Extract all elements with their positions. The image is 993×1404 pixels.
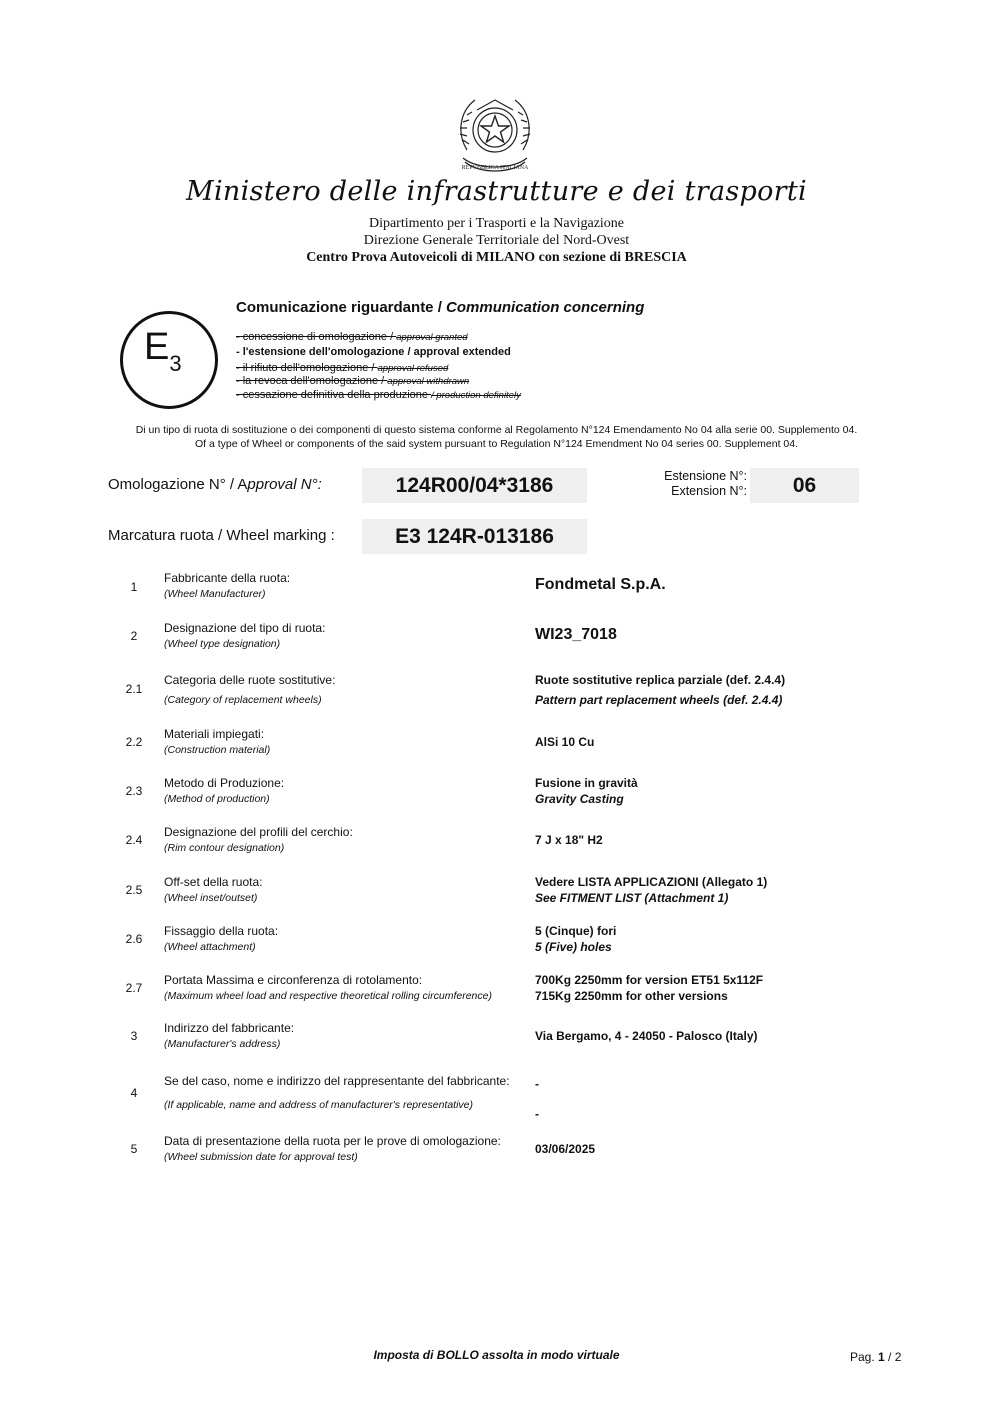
item-label-it: Indirizzo del fabbricante: <box>164 1021 295 1035</box>
item-label-construction-material <box>164 726 270 758</box>
item-value-it: 5 (Cinque) fori <box>535 924 617 938</box>
item-value-en: Gravity Casting <box>535 792 624 806</box>
ministry-title: Ministero delle infrastrutture e dei trasporti <box>186 176 807 207</box>
option-label-en: approval refused <box>377 363 449 374</box>
item-value-wheel-offset <box>535 874 767 906</box>
item-label-submission-date <box>164 1133 501 1165</box>
item-value-en: Pattern part replacement wheels (def. 2.4.4) <box>535 693 783 707</box>
page-total: / 2 <box>884 1350 902 1364</box>
item-label-en: (Rim contour designation) <box>164 842 285 854</box>
item-label-wheel-type <box>164 620 325 652</box>
item-value-en: 5 (Five) holes <box>535 940 612 954</box>
department-line: Dipartimento per i Trasporti e la Navigazione <box>368 216 625 231</box>
item-label-it: Off-set della ruota: <box>164 875 263 889</box>
option-approval-granted <box>236 331 468 343</box>
item-value-submission-date: 03/06/2025 <box>535 1142 596 1156</box>
extension-number-value: 06 <box>750 468 859 503</box>
item-label-it: Fabbricante della ruota: <box>164 571 291 585</box>
option-approval-withdrawn <box>236 375 469 387</box>
item-value-manufacturer-address: Via Bergamo, 4 - 24050 - Palosco (Italy) <box>535 1029 758 1043</box>
approval-number-label <box>108 476 322 493</box>
item-label-it: Designazione del profili del cerchio: <box>164 825 353 839</box>
wheel-marking-value: E3 124R-013186 <box>362 519 587 554</box>
item-value-line: - <box>535 1107 539 1121</box>
item-label-production-method <box>164 775 284 807</box>
approval-mark-number: 3 <box>169 351 182 376</box>
item-value-it: Ruote sostitutive replica parziale (def. 2.4.4) <box>535 673 786 687</box>
svg-text:REPVBBLICA ITALIANA: REPVBBLICA ITALIANA <box>461 165 529 171</box>
approval-mark <box>144 326 182 377</box>
option-label-it: - cessazione definitiva della produzione <box>236 389 432 401</box>
item-label-replacement-category <box>164 670 335 710</box>
option-label-it: - concessione di omologazione / <box>236 331 397 343</box>
option-label-en: / production definitely <box>431 390 521 401</box>
item-value-line: 715Kg 2250mm for other versions <box>535 989 728 1003</box>
wheel-marking-label: Marcatura ruota / Wheel marking : <box>108 527 335 544</box>
item-value-rim-contour: 7 J x 18" H2 <box>535 833 603 847</box>
item-label-it: Designazione del tipo di ruota: <box>164 621 326 635</box>
approval-mark-letter: E <box>144 326 170 368</box>
item-value-replacement-category <box>535 670 785 710</box>
item-label-wheel-attachment <box>164 923 278 955</box>
item-label-it: Data di presentazione della ruota per le prove di omologazione: <box>164 1134 501 1148</box>
item-label-manufacturer-address <box>164 1020 294 1052</box>
option-label-en: approval withdrawn <box>387 376 470 387</box>
item-number: 2.7 <box>125 981 143 995</box>
page-current: 1 <box>878 1350 885 1364</box>
item-label-en: (Manufacturer's address) <box>164 1038 281 1050</box>
item-number: 2 <box>130 629 138 643</box>
item-number: 1 <box>130 580 138 594</box>
option-label-it: - la revoca dell'omologazione / <box>236 375 388 387</box>
communication-title-it: Comunicazione riguardante / <box>236 299 447 316</box>
extension-label-en: Extension N°: <box>671 484 747 498</box>
extension-label-it: Estensione N°: <box>664 469 747 483</box>
item-value-wheel-manufacturer: Fondmetal S.p.A. <box>535 576 666 593</box>
item-label-en: (Wheel submission date for approval test) <box>164 1151 358 1163</box>
item-value-wheel-attachment <box>535 923 616 955</box>
item-value-line: - <box>535 1077 539 1091</box>
option-label-it: - il rifiuto dell'omologazione / <box>236 362 378 374</box>
item-label-wheel-manufacturer <box>164 570 290 602</box>
communication-title-en: Communication concerning <box>446 299 645 316</box>
regulation-intro <box>0 423 993 451</box>
page-prefix: Pag. <box>850 1350 879 1364</box>
approval-label-it: Omologazione N° / A <box>108 476 248 493</box>
approval-number-value: 124R00/04*3186 <box>362 468 587 503</box>
extension-label <box>630 469 747 499</box>
item-label-en: (Wheel attachment) <box>164 941 256 953</box>
item-label-it: Se del caso, nome e indirizzo del rappresentante del fabbricante: <box>164 1074 510 1088</box>
option-label-it: - l'estensione dell'omologazione / <box>236 346 414 358</box>
option-label-en: approval granted <box>396 332 468 343</box>
item-number: 2.6 <box>125 932 143 946</box>
item-label-it: Materiali impiegati: <box>164 727 265 741</box>
option-approval-refused <box>236 362 448 374</box>
regulation-intro-it: Di un tipo di ruota di sostituzione o dei componenti di questo sistema conforme al Regolamento N°124 Emendamento No 04 alla serie 00. Supplemento 04. <box>135 424 858 436</box>
item-label-it: Portata Massima e circonferenza di rotolamento: <box>164 973 423 987</box>
directorate-line: Direzione Generale Territoriale del Nord-Ovest <box>363 233 630 248</box>
item-number: 2.2 <box>125 735 143 749</box>
item-label-rim-contour <box>164 824 353 856</box>
item-number: 3 <box>130 1029 138 1043</box>
item-label-en: (Category of replacement wheels) <box>164 694 322 706</box>
item-label-max-load <box>164 972 492 1004</box>
item-label-en: (Maximum wheel load and respective theoretical rolling circumference) <box>164 990 492 1002</box>
item-label-it: Fissaggio della ruota: <box>164 924 279 938</box>
item-number: 2.4 <box>125 833 143 847</box>
regulation-intro-en: Of a type of Wheel or components of the said system pursuant to Regulation N°124 Emendment No 04 series 00. Supplement 04. <box>194 438 799 450</box>
item-value-it: Vedere LISTA APPLICAZIONI (Allegato 1) <box>535 875 768 889</box>
item-value-it: Fusione in gravità <box>535 776 638 790</box>
option-approval-extended <box>236 346 511 358</box>
item-label-en: (Wheel Manufacturer) <box>164 588 266 600</box>
item-value-line: 700Kg 2250mm for version ET51 5x112F <box>535 973 764 987</box>
item-label-en: (Method of production) <box>164 793 270 805</box>
item-number: 2.3 <box>125 784 143 798</box>
item-label-it: Categoria delle ruote sostitutive: <box>164 673 336 687</box>
item-value-en: See FITMENT LIST (Attachment 1) <box>535 891 729 905</box>
item-label-en: (Construction material) <box>164 744 271 756</box>
stamp-duty-note: Imposta di BOLLO assolta in modo virtuale <box>373 1348 620 1362</box>
test-center-line: Centro Prova Autoveicoli di MILANO con sezione di BRESCIA <box>306 250 687 265</box>
item-label-manufacturer-representative <box>164 1069 510 1117</box>
page-number <box>850 1350 901 1364</box>
item-number: 5 <box>130 1142 138 1156</box>
communication-title <box>236 299 644 316</box>
item-number: 4 <box>130 1086 138 1100</box>
approval-label-en: pproval N°: <box>247 476 322 493</box>
item-label-en: (Wheel inset/outset) <box>164 892 258 904</box>
option-label-en: approval extended <box>413 346 511 358</box>
item-label-en: (Wheel type designation) <box>164 638 281 650</box>
item-value-manufacturer-representative <box>535 1069 539 1129</box>
item-number: 2.5 <box>125 883 143 897</box>
item-value-wheel-type: WI23_7018 <box>535 626 617 643</box>
item-label-it: Metodo di Produzione: <box>164 776 285 790</box>
item-label-en: (If applicable, name and address of manufacturer's representative) <box>164 1099 474 1111</box>
italian-republic-emblem-icon <box>455 92 535 180</box>
item-label-wheel-offset <box>164 874 263 906</box>
item-value-production-method <box>535 775 638 807</box>
item-value-construction-material: AlSi 10 Cu <box>535 735 595 749</box>
option-production-ceased <box>236 389 521 401</box>
item-number: 2.1 <box>125 682 143 696</box>
item-value-max-load <box>535 972 763 1004</box>
